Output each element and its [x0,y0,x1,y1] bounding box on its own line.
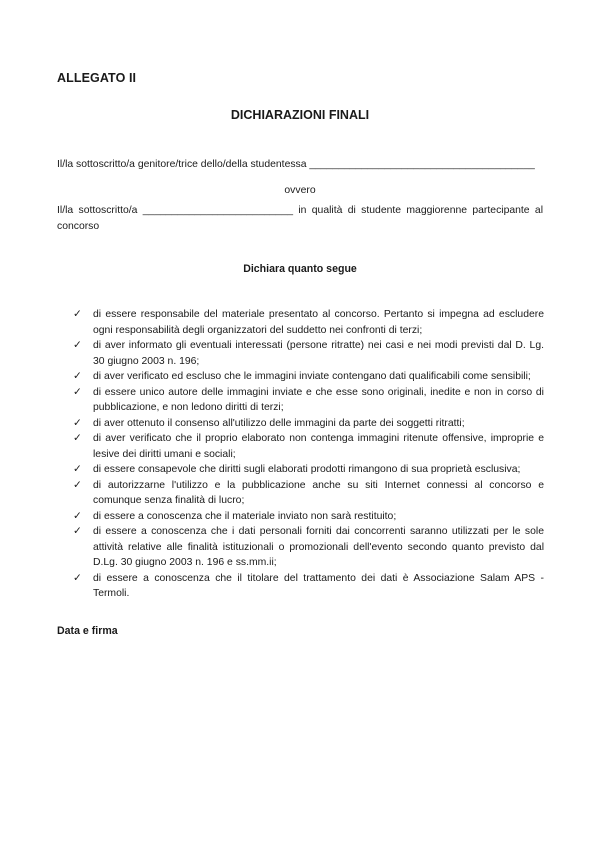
checkmark-icon: ✓ [73,416,82,429]
checkmark-icon: ✓ [73,509,82,522]
declaration-text: di essere a conoscenza che i dati personali forniti dai concorrenti saranno utilizzati per le sole attività relative alle finalità istituzionali o promozionali dell'evento secondo quanto previsto dal D.Lg. 30 giugno 2003 n. 196 e ss.mm.ii; [93,526,544,568]
checkmark-icon: ✓ [73,571,82,584]
declaration-heading: Dichiara quanto segue [243,263,357,275]
annex-label: ALLEGATO II [57,71,137,85]
checkmark-icon: ✓ [73,339,82,351]
checkmark-icon: ✓ [73,308,82,320]
checkmark-icon: ✓ [73,525,82,537]
declaration-item [73,509,544,525]
document-title: DICHIARAZIONI FINALI [230,108,370,122]
declaration-item [73,571,544,602]
declaration-item [73,338,544,369]
declaration-text: di essere responsabile del materiale presentato al concorso. Pertanto si impegna ad escludere ogni responsabilità degli organizzatori del suddetto nei confronti di terzi; [93,309,544,336]
declaration-item [73,369,544,385]
declaration-item [73,478,544,509]
declaration-item [73,416,544,432]
declaration-text: di essere a conoscenza che il titolare del trattamento dei dati è Associazione Salam APS - Termoli. [93,572,544,599]
student-declarant-line: Il/la sottoscritto/a __________________________ in qualità di studente maggiorenne partecipante al concorso [57,205,543,232]
declaration-item [73,385,544,416]
declaration-text: di aver informato gli eventuali interessati (persone ritratte) nei casi e nei modi previsti dal D. Lg. 30 giugno 2003 n. 196; [93,340,544,367]
checkmark-icon: ✓ [73,463,82,475]
declaration-text: di essere consapevole che diritti sugli elaborati prodotti rimangono di sua proprietà esclusiva; [93,464,521,475]
declaration-text: di aver verificato che il proprio elaborato non contenga immagini ritenute offensive, improprie e lesive dei diritti umani e sociali; [93,433,544,460]
checkmark-icon: ✓ [73,432,82,444]
declaration-text: di aver verificato ed escluso che le immagini inviate contengano dati qualificabili come sensibili; [93,371,531,382]
declaration-text: di essere unico autore delle immagini inviate e che esse sono originali, inedite e non in corso di pubblicazione, e non ledono diritti di terzi; [93,386,544,413]
declarations-list [73,307,544,602]
declaration-item [73,462,544,478]
declaration-item [73,524,544,571]
checkmark-icon: ✓ [73,385,82,398]
checkmark-icon: ✓ [73,478,82,491]
declaration-text: di autorizzarne l'utilizzo e la pubblicazione anche su siti Internet connessi al concorso e comunque senza finalità di lucro; [93,479,544,506]
ovvero-separator: ovvero [284,185,316,196]
date-signature-label: Data e firma [57,625,118,637]
parent-declarant-line: Il/la sottoscritto/a genitore/trice dello/della studentessa _______________________________________ [57,159,535,170]
declaration-text: di aver ottenuto il consenso all'utilizzo delle immagini da parte dei soggetti ritratti; [93,417,465,429]
declaration-item [73,431,544,462]
declaration-item [73,307,544,338]
checkmark-icon: ✓ [73,370,82,382]
declaration-text: di essere a conoscenza che il materiale inviato non sarà restituito; [93,510,397,522]
